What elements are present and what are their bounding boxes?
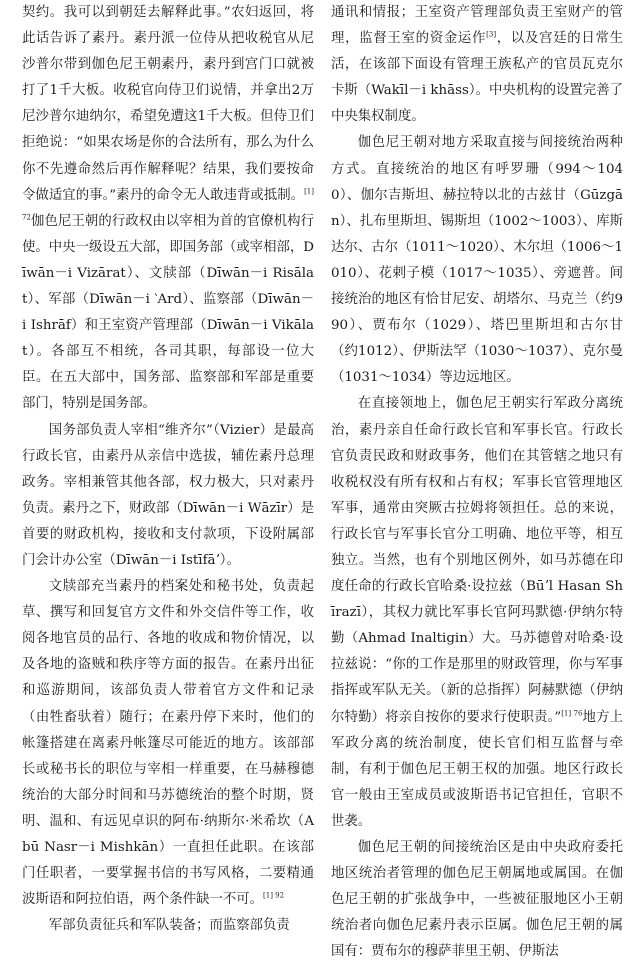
paragraph-text: 文牍部充当素丹的档案处和秘书处，负责起草、撰写和回复官方文件和外交信件等工作，收阅各地官员的品行、各地的收成和物价情况，以及各地的盗贼和秩序等方面的报告。在素丹出征和巡游期间，该部负责人带着官方文件和记录（由牲畜驮着）随行；在素丹停下来时，他们的帐篷搭建在离素丹帐篷尽可能近的地方。该部部长或秘书长的职位与宰相一样重要，在马赫穆德统治的大部分时间和马苏德统治的整个时期，贤明、温和、有远见卓识的阿布·纳斯尔·米希坎（Abū Nasr－i Mishkān）一直担任此职。在该部门任职者，一要掌握书信的书写风格，二要精通波斯语和阿拉伯语，两个条件缺一不可。 (22, 579, 314, 908)
paragraph-text: 伽色尼王朝的行政权由以宰相为首的官僚机构行使。中央一级设五大部，即国务部（或宰相部，Dīwān－i Vizārat）、文牍部（Dīwān－i Risālat）、军部（Dīwān－i ‵Ard）、监察部（Dīwān－i Ishrāf）和王室资产管理部（Dīwān－i Vikālat）。各部互不相统，各司其职，每部设一位大臣。在五大部中，国务部、监察部和军部是重要部门，特别是国务部。 (22, 213, 314, 412)
paragraph: 军部负责征兵和军队装备；而监察部负责 (48, 918, 290, 934)
paragraph (22, 0, 314, 418)
paragraph-text: 地方上军政分离的统治制度，使长官们相互监督与牵制，有利于伽色尼王朝王权的加强。地区行政长官一般由王室成员或波斯语书记官担任，官职不世袭。 (331, 709, 624, 829)
paragraph (331, 0, 623, 130)
paragraph-text: 在直接领地上，伽色尼王朝实行军政分离统治，素丹亲自任命行政长官和军事长官。行政长官负责民政和财政事务，他们在其管辖之地只有收税权没有所有权和占有权；军事长官管理地区军事，通常由突厥古拉姆将领担任。总的来说，行政长官与军事长官分工明确、地位平等，相互独立。当然，也有个别地区例外，如马苏德在印度任命的行政长官哈桑·设拉兹（Būʼl Hasan Shīrazī），其权力就比军事长官阿玛默德·伊纳尔特勤（Ahmad Inaltigin）大。马苏德曾对哈桑·设拉兹说：“你的工作是那里的财政管理，你与军事指挥或军队无关。（新的总指挥）阿赫默德（伊纳尔特勤）将亲自按你的要求行使职责。” (331, 396, 623, 725)
paragraph-text: 通讯和情报；王室资产管理部负责王室财产的管理，监督王室的资金运作 (331, 5, 623, 47)
paragraph-text: ，以及宫廷的日常生活，在该部下面设有管理王族私产的官员瓦克尔卡斯（Wakīl－i khāss）。中央机构的设置完善了中央集权制度。 (331, 31, 624, 125)
paragraph (331, 391, 623, 835)
footnote-marker: [3] (486, 30, 497, 39)
right-column (331, 0, 623, 965)
paragraph: 伽色尼王朝对地方采取直接与间接统治两种方式。直接统治的地区有呼罗珊（994～1040）、伽尔吉斯坦、赫拉特以北的古兹甘（Gūzgān）、扎布里斯坦、锡斯坦（1002～1003）、库斯达尔、古尔（1011～1020）、木尔坦（1006～1010）、花剌子模（1017～1035）、旁遮普。间接统治的地区有恰甘尼安、胡塔尔、马克兰（约990）、贾布尔（1029）、塔巴里斯坦和古尔甘（约1012）、伊斯法罕（1030～1037）、克尔曼（1031～1034）等边远地区。 (331, 135, 623, 386)
left-column (22, 0, 314, 939)
paragraph: 国务部负责人宰相“维齐尔”（Vizier）是最高行政长官，由素丹从亲信中选拔，辅佐素丹总理政务。宰相兼管其他各部，权力极大，只对素丹负责。素丹之下，财政部（Dīwān－i Wāzīr）是首要的财政机构，接收和支付款项，下设附属部门会计办公室（Dīwān－i Istīfāʼ）。 (22, 422, 314, 568)
footnote-marker: [1] 92 (263, 891, 285, 900)
paragraph: 伽色尼王朝的间接统治区是由中央政府委托地区统治者管理的伽色尼王朝属地或属国。在伽色尼王朝的扩张战争中，一些被征服地区小王朝统治者向伽色尼素丹表示臣属。伽色尼王朝的属国有：贾布尔的穆萨菲里王朝、伊斯法 (331, 840, 623, 960)
footnote-marker: [1] 76 (561, 709, 583, 718)
paragraph-text: 契约。我可以到朝廷去解释此事。”农妇返回，将此话告诉了素丹。素丹派一位侍从把收税官从尼沙普尔带到伽色尼王朝素丹，素丹到宫门口就被打了1千大板。收税官向侍卫们说情，并拿出2万尼沙普尔迪纳尔，希望免遭这1千大板。但侍卫们拒绝说：“如果农场是你的合法所有，那么为什么你不先遵命然后再作解释呢？结果，我们要按命令做适宜的事。”素丹的命令无人敢违背或抵制。 (22, 5, 314, 203)
paragraph (22, 574, 314, 913)
footnote-marker: [1] 72 (22, 187, 314, 222)
